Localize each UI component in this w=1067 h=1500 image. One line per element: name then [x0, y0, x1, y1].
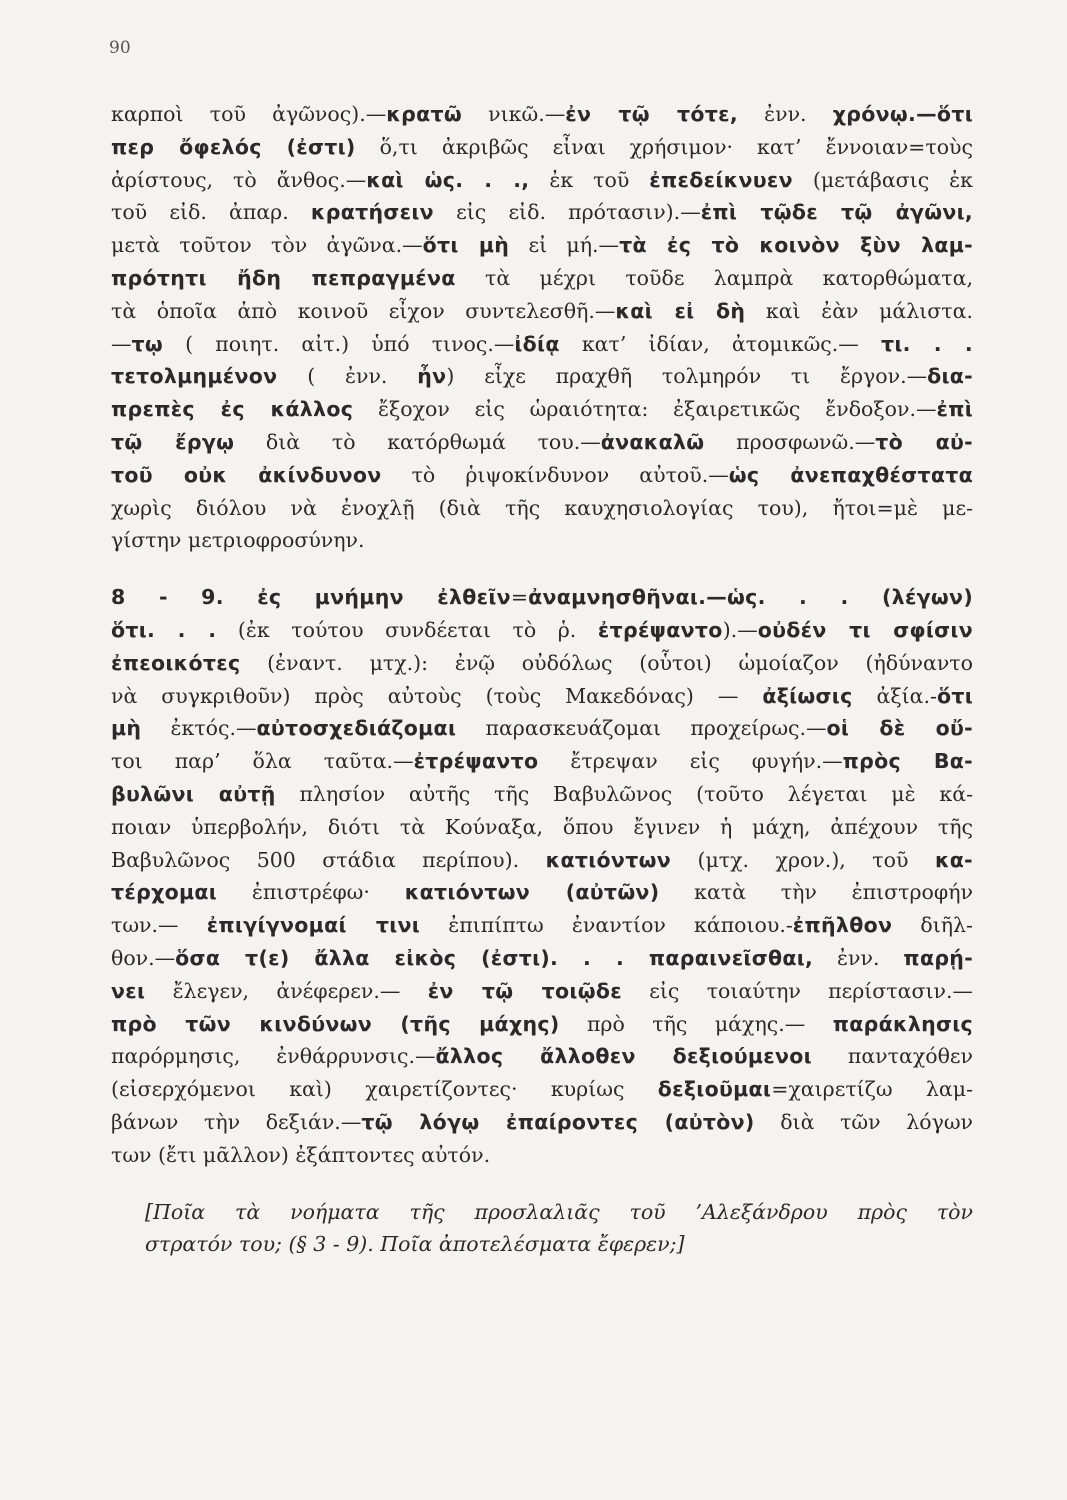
paragraph1-line: ἀρίστους, τὸ ἄνθος.—καὶ ὡς. . ., ἐκ τοῦ ἐπεδείκνυεν (μετάβασις ἐκ	[111, 167, 973, 192]
paragraph1-line: τετολμημένον ( ἐνν. ἦν) εἶχε πραχθῆ τολμηρόν τι ἔργον.—δια-	[111, 364, 973, 389]
paragraph-2	[111, 581, 973, 1171]
paragraph2-line: παρόρμησις, ἐνθάρρυνσις.—ἄλλος ἄλλοθεν δεξιούμενοι πανταχόθεν	[111, 1044, 974, 1069]
paragraph2-line: 8 - 9. ἐς μνήμην ἐλθεῖν=ἀναμνησθῆναι.—ὡς. . . (λέγων)	[111, 585, 973, 610]
paragraph1-line: γίστην μετριοφροσύνην.	[111, 528, 365, 553]
questions-line: [Ποῖα τὰ νοήματα τῆς προσλαλιᾶς τοῦ ’Αλεξάνδρου πρὸς τὸν	[145, 1199, 973, 1224]
paragraph2-line: βυλῶνι αὐτῇ πλησίον αὐτῆς τῆς Βαβυλῶνος (τοῦτο λέγεται μὲ κά-	[111, 781, 973, 806]
paragraph2-line: Βαβυλῶνος 500 στάδια περίπου). κατιόντων (μτχ. χρον.), τοῦ κα-	[111, 847, 973, 872]
paragraph2-line: πρὸ τῶν κινδύνων (τῆς μάχης) πρὸ τῆς μάχης.— παράκλησις	[111, 1011, 973, 1036]
study-questions	[111, 1196, 973, 1262]
paragraph2-line: τοι παρ’ ὅλα ταῦτα.—ἐτρέψαντο ἔτρεψαν εἰς φυγήν.—πρὸς Βα-	[111, 749, 973, 774]
paragraph1-line: τοῦ οὐκ ἀκίνδυνον τὸ ῥιψοκίνδυνον αὐτοῦ.—ὡς ἀνεπαχθέστατα	[111, 462, 973, 487]
questions-line: στρατόν του; (§ 3 - 9). Ποῖα ἀποτελέσματα ἔφερεν;]	[145, 1232, 685, 1257]
paragraph2-line: μὴ ἐκτός.—αὐτοσχεδιάζομαι παρασκευάζομαι προχείρως.—οἱ δὲ οὔ-	[111, 716, 973, 741]
paragraph1-line: —τῳ ( ποιητ. αἰτ.) ὑπό τινος.—ἰδίᾳ κατ’ ἰδίαν, ἀτομικῶς.— τι. . .	[111, 331, 973, 356]
paragraph2-line: τέρχομαι ἐπιστρέφω· κατιόντων (αὐτῶν) κατὰ τὴν ἐπιστροφήν	[111, 880, 973, 905]
paragraph1-line: τὰ ὁποῖα ἀπὸ κοινοῦ εἶχον συντελεσθῆ.—καὶ εἰ δὴ καὶ ἐὰν μάλιστα.	[111, 298, 973, 323]
paragraph2-line: βάνων τὴν δεξιάν.—τῷ λόγῳ ἐπαίροντες (αὐτὸν) διὰ τῶν λόγων	[111, 1109, 973, 1134]
commentary-text	[111, 98, 973, 1261]
paragraph1-line: περ ὄφελός (ἐστι) ὅ,τι ἀκριβῶς εἶναι χρήσιμον· κατ’ ἔννοιαν=τοὺς	[111, 134, 973, 159]
paragraph1-line: χωρὶς διόλου νὰ ἐνοχλῇ (διὰ τῆς καυχησιολογίας του), ἤτοι=μὲ με-	[111, 495, 973, 520]
paragraph1-line: μετὰ τοῦτον τὸν ἀγῶνα.—ὅτι μὴ εἰ μή.—τὰ ἐς τὸ κοινὸν ξὺν λαμ-	[111, 233, 973, 258]
paragraph2-line: θον.—ὅσα τ(ε) ἄλλα εἰκὸς (ἐστι). . . παραινεῖσθαι, ἐνν. παρῄ-	[111, 945, 973, 970]
paragraph2-line: νὰ συγκριθοῦν) πρὸς αὐτοὺς (τοὺς Μακεδόνας) — ἀξίωσις ἀξία.-ὅτι	[111, 683, 974, 708]
paragraph2-line: ἐπεοικότες (ἐναντ. μτχ.): ἐνῷ οὐδόλως (οὗτοι) ὡμοίαζον (ἠδύναντο	[111, 650, 973, 675]
paragraph2-line: ὅτι. . . (ἐκ τούτου συνδέεται τὸ ῥ. ἐτρέψαντο).—οὐδέν τι σφίσιν	[111, 617, 973, 642]
paragraph-1	[111, 98, 973, 557]
paragraph2-line: των.— ἐπιγίγνομαί τινι ἐπιπίπτω ἐναντίον κάποιου.-ἐπῆλθον διῆλ-	[111, 913, 973, 938]
paragraph1-line: καρποὶ τοῦ ἀγῶνος).—κρατῶ νικῶ.—ἐν τῷ τότε, ἐνν. χρόνῳ.—ὅτι	[111, 102, 973, 126]
paragraph2-line: (εἰσερχόμενοι καὶ) χαιρετίζοντες· κυρίως δεξιοῦμαι=χαιρετίζω λαμ-	[111, 1077, 973, 1102]
paragraph1-line: τοῦ εἰδ. ἀπαρ. κρατήσειν εἰς εἰδ. πρότασιν).—ἐπὶ τῷδε τῷ ἀγῶνι,	[111, 200, 974, 225]
paragraph1-line: πρότητι ἤδη πεπραγμένα τὰ μέχρι τοῦδε λαμπρὰ κατορθώματα,	[111, 265, 973, 290]
paragraph2-line: νει ἔλεγεν, ἀνέφερεν.— ἐν τῷ τοιῷδε εἰς τοιαύτην περίστασιν.—	[111, 978, 973, 1003]
page-number: 90	[109, 38, 131, 58]
paragraph1-line: πρεπὲς ἐς κάλλος ἔξοχον εἰς ὡραιότητα: ἐξαιρετικῶς ἔνδοξον.—ἐπὶ	[111, 397, 974, 422]
paragraph1-line: τῷ ἔργῳ διὰ τὸ κατόρθωμά του.—ἀνακαλῶ προσφωνῶ.—τὸ αὐ-	[111, 429, 973, 454]
paragraph2-line: των (ἔτι μᾶλλον) ἐξάπτοντες αὐτόν.	[111, 1142, 491, 1167]
paragraph2-line: ποιαν ὑπερβολήν, διότι τὰ Κούναξα, ὅπου ἔγινεν ἡ μάχη, ἀπέχουν τῆς	[111, 814, 973, 839]
